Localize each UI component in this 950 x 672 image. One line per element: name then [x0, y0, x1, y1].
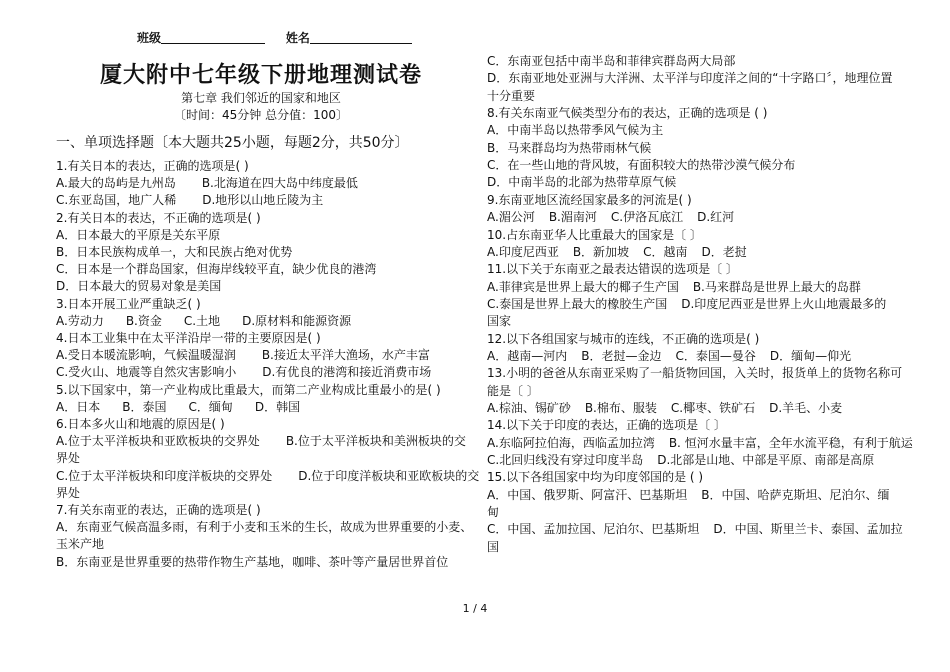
option: D.有优良的港湾和接近消费市场 [262, 365, 432, 380]
option: A.劳动力 [56, 313, 104, 328]
question-line: 10.占东南亚华人比重最大的国家是〔 〕 [487, 227, 702, 242]
option: C.泰国是世界上最大的橡胶生产国 [487, 296, 668, 311]
option: C．缅甸 [188, 399, 233, 414]
question-line [56, 399, 300, 415]
class-blank[interactable] [161, 31, 265, 44]
question-line: 能是〔 〕 [487, 383, 539, 398]
question-line: B．东南亚是世界重要的热带作物生产基地，咖啡、茶叶等产量居世界首位 [56, 554, 449, 569]
question-line [487, 435, 913, 451]
option: C.椰枣、铁矿石 [670, 401, 756, 415]
question-line: 国 [487, 539, 500, 554]
option: D.北部是山地、中部是平原、南部是高原 [657, 453, 875, 468]
question-line: D．中南半岛的北部为热带草原气候 [487, 175, 677, 190]
question-line: B．日本民族构成单一，大和民族占绝对优势 [56, 245, 293, 259]
section-heading: 一、单项选择题〔本大题共25小题，每题2分，共50分〕 [56, 135, 409, 151]
question-line: 7.有关东南亚的表达，正确的选项是( ) [56, 503, 261, 517]
option: D．老挝 [701, 244, 747, 259]
option: C．中国、孟加拉国、尼泊尔、巴基斯坦 [487, 522, 700, 537]
option: C.土地 [183, 313, 221, 328]
question-line: A．中南半岛以热带季风气候为主 [487, 123, 664, 138]
option: B．新加坡 [572, 244, 630, 259]
question-line [487, 244, 747, 260]
question-line: C．在一些山地的背风坡，有面积较大的热带沙漠气候分布 [487, 158, 796, 173]
chapter-title: 第七章 我们邻近的国家和地区 [181, 91, 341, 105]
question-line: 11.以下关于东南亚之最表达错误的选项是〔 〕 [487, 262, 738, 277]
option: B.资金 [125, 313, 162, 328]
question-line: 界处 [56, 485, 81, 500]
option: B. 恒河水量丰富，全年水流平稳，有利于航运 [668, 435, 913, 450]
question-line: 3.日本开展工业严重缺乏( ) [56, 296, 201, 311]
option: D．缅甸—仰光 [769, 348, 852, 363]
question-line: A．东南亚气候高温多雨，有利于小麦和玉米的生长，故成为世界重要的小麦、 [56, 520, 473, 535]
question-line: 8.有关东南亚气候类型分布的表达，正确的选项是 ( ) [487, 106, 768, 121]
question-line [487, 348, 851, 364]
question-line: A．日本最大的平原是关东平原 [56, 227, 221, 242]
option: D．韩国 [254, 399, 301, 414]
option: A.棕油、锡矿砂 [487, 401, 571, 415]
option: C.北回归线没有穿过印度半岛 [487, 453, 644, 468]
option: D．中国、斯里兰卡、泰国、孟加拉 [713, 522, 903, 537]
option: B.接近太平洋大渔场，水产丰富 [261, 348, 430, 363]
question-line: 14.以下关于印度的表达，正确的选项是〔 〕 [487, 418, 726, 433]
option: A．中国、俄罗斯、阿富汗、巴基斯坦 [487, 487, 688, 502]
option: B.位于太平洋板块和美洲板块的交 [285, 434, 466, 449]
option: A.菲律宾是世界上最大的椰子生产国 [487, 279, 679, 294]
question-line [487, 452, 874, 468]
question-line: 15.以下各组国家中均为印度邻国的是 ( ) [487, 470, 704, 485]
option: D.羊毛、小麦 [769, 401, 843, 415]
class-label: 班级 [137, 31, 162, 45]
option: C．泰国—曼谷 [675, 348, 756, 363]
option: A.位于太平洋板块和亚欧板块的交界处 [56, 434, 260, 449]
option: A.东临阿拉伯海，西临孟加拉湾 [487, 435, 655, 450]
name-blank[interactable] [310, 31, 412, 44]
question-line: 4.日本工业集中在太平洋沿岸一带的主要原因是( ) [56, 331, 321, 345]
option: D.地形以山地丘陵为主 [202, 193, 324, 208]
option: C.位于太平洋板块和印度洋板块的交界处 [56, 468, 273, 483]
option: A．日本 [56, 399, 101, 414]
question-line: D．东南亚地处亚洲与大洋洲、太平洋与印度洋之间的“十字路口〞，地理位置 [487, 71, 893, 86]
option: B．中国、哈萨克斯坦、尼泊尔、缅 [701, 487, 890, 502]
option: B．老挝—金边 [581, 348, 662, 363]
question-line: 6.日本多火山和地震的原因是( ) [56, 417, 225, 431]
option: A.受日本暖流影响，气候温暖湿润 [56, 348, 236, 363]
question-line [487, 400, 842, 416]
option: A.湄公河 [487, 210, 535, 225]
option: C.东亚岛国，地广人稀 [56, 193, 177, 208]
question-line [56, 433, 466, 449]
option: A.最大的岛屿是九州岛 [56, 176, 176, 191]
question-line: 十分重要 [487, 88, 536, 103]
question-line: 2.有关日本的表达，不正确的选项是( ) [56, 210, 261, 225]
question-line [487, 487, 889, 503]
question-line: B．马来群岛均为热带雨林气候 [487, 140, 652, 155]
question-line: 甸 [487, 505, 500, 520]
student-info-header [137, 29, 467, 46]
option: B.湄南河 [548, 210, 597, 225]
option: B.棉布、服装 [584, 401, 657, 415]
option: D.原材料和能源资源 [242, 313, 352, 328]
question-line [487, 279, 861, 295]
option: B.北海道在四大岛中纬度最低 [201, 176, 358, 191]
exam-info: 〔时间：45分钟 总分值：100〕 [174, 108, 348, 122]
option: A.印度尼西亚 [487, 244, 559, 259]
question-line: 界处 [56, 451, 81, 466]
name-label: 姓名 [285, 31, 310, 45]
question-line [487, 296, 886, 312]
question-line [487, 209, 734, 225]
question-line: 12.以下各组国家与城市的连线，不正确的选项是( ) [487, 331, 760, 346]
option: A．越南—河内 [487, 348, 568, 363]
option: D.印度尼西亚是世界上火山地震最多的 [681, 296, 887, 311]
question-line: 1.有关日本的表达，正确的选项是( ) [56, 159, 249, 173]
option: D.位于印度洋板块和亚欧板块的交 [298, 468, 480, 483]
question-line: C．东南亚包括中南半岛和菲律宾群岛两大局部 [487, 54, 736, 68]
option: D.红河 [697, 210, 735, 225]
option: C.伊洛瓦底江 [610, 210, 684, 225]
question-line [56, 313, 351, 329]
question-line [56, 364, 431, 380]
question-line: 13.小明的爸爸从东南亚采购了一船货物回国，入关时，报货单上的货物名称可 [487, 366, 903, 381]
question-line: D．日本最大的贸易对象是美国 [56, 279, 222, 294]
question-line: 国家 [487, 314, 512, 329]
question-line: 9.东南亚地区流经国家最多的河流是( ) [487, 192, 692, 207]
question-line: 5.以下国家中，第一产业构成比重最大，而第二产业构成比重最小的是( ) [56, 382, 441, 397]
question-line [56, 347, 430, 363]
question-line: C．日本是一个群岛国家，但海岸线较平直，缺少优良的港湾 [56, 262, 377, 277]
exam-title: 厦大附中七年级下册地理测试卷 [99, 63, 422, 88]
option: B.马来群岛是世界上最大的岛群 [692, 279, 861, 294]
option: C.受火山、地震等自然灾害影响小 [56, 365, 237, 380]
page-number: 1 / 4 [462, 602, 488, 615]
question-line [56, 192, 323, 208]
option: C．越南 [643, 244, 688, 259]
question-line [56, 468, 479, 484]
question-line: 玉米产地 [56, 537, 105, 552]
question-line [487, 521, 903, 537]
option: B．泰国 [122, 399, 167, 414]
question-line [56, 175, 358, 191]
